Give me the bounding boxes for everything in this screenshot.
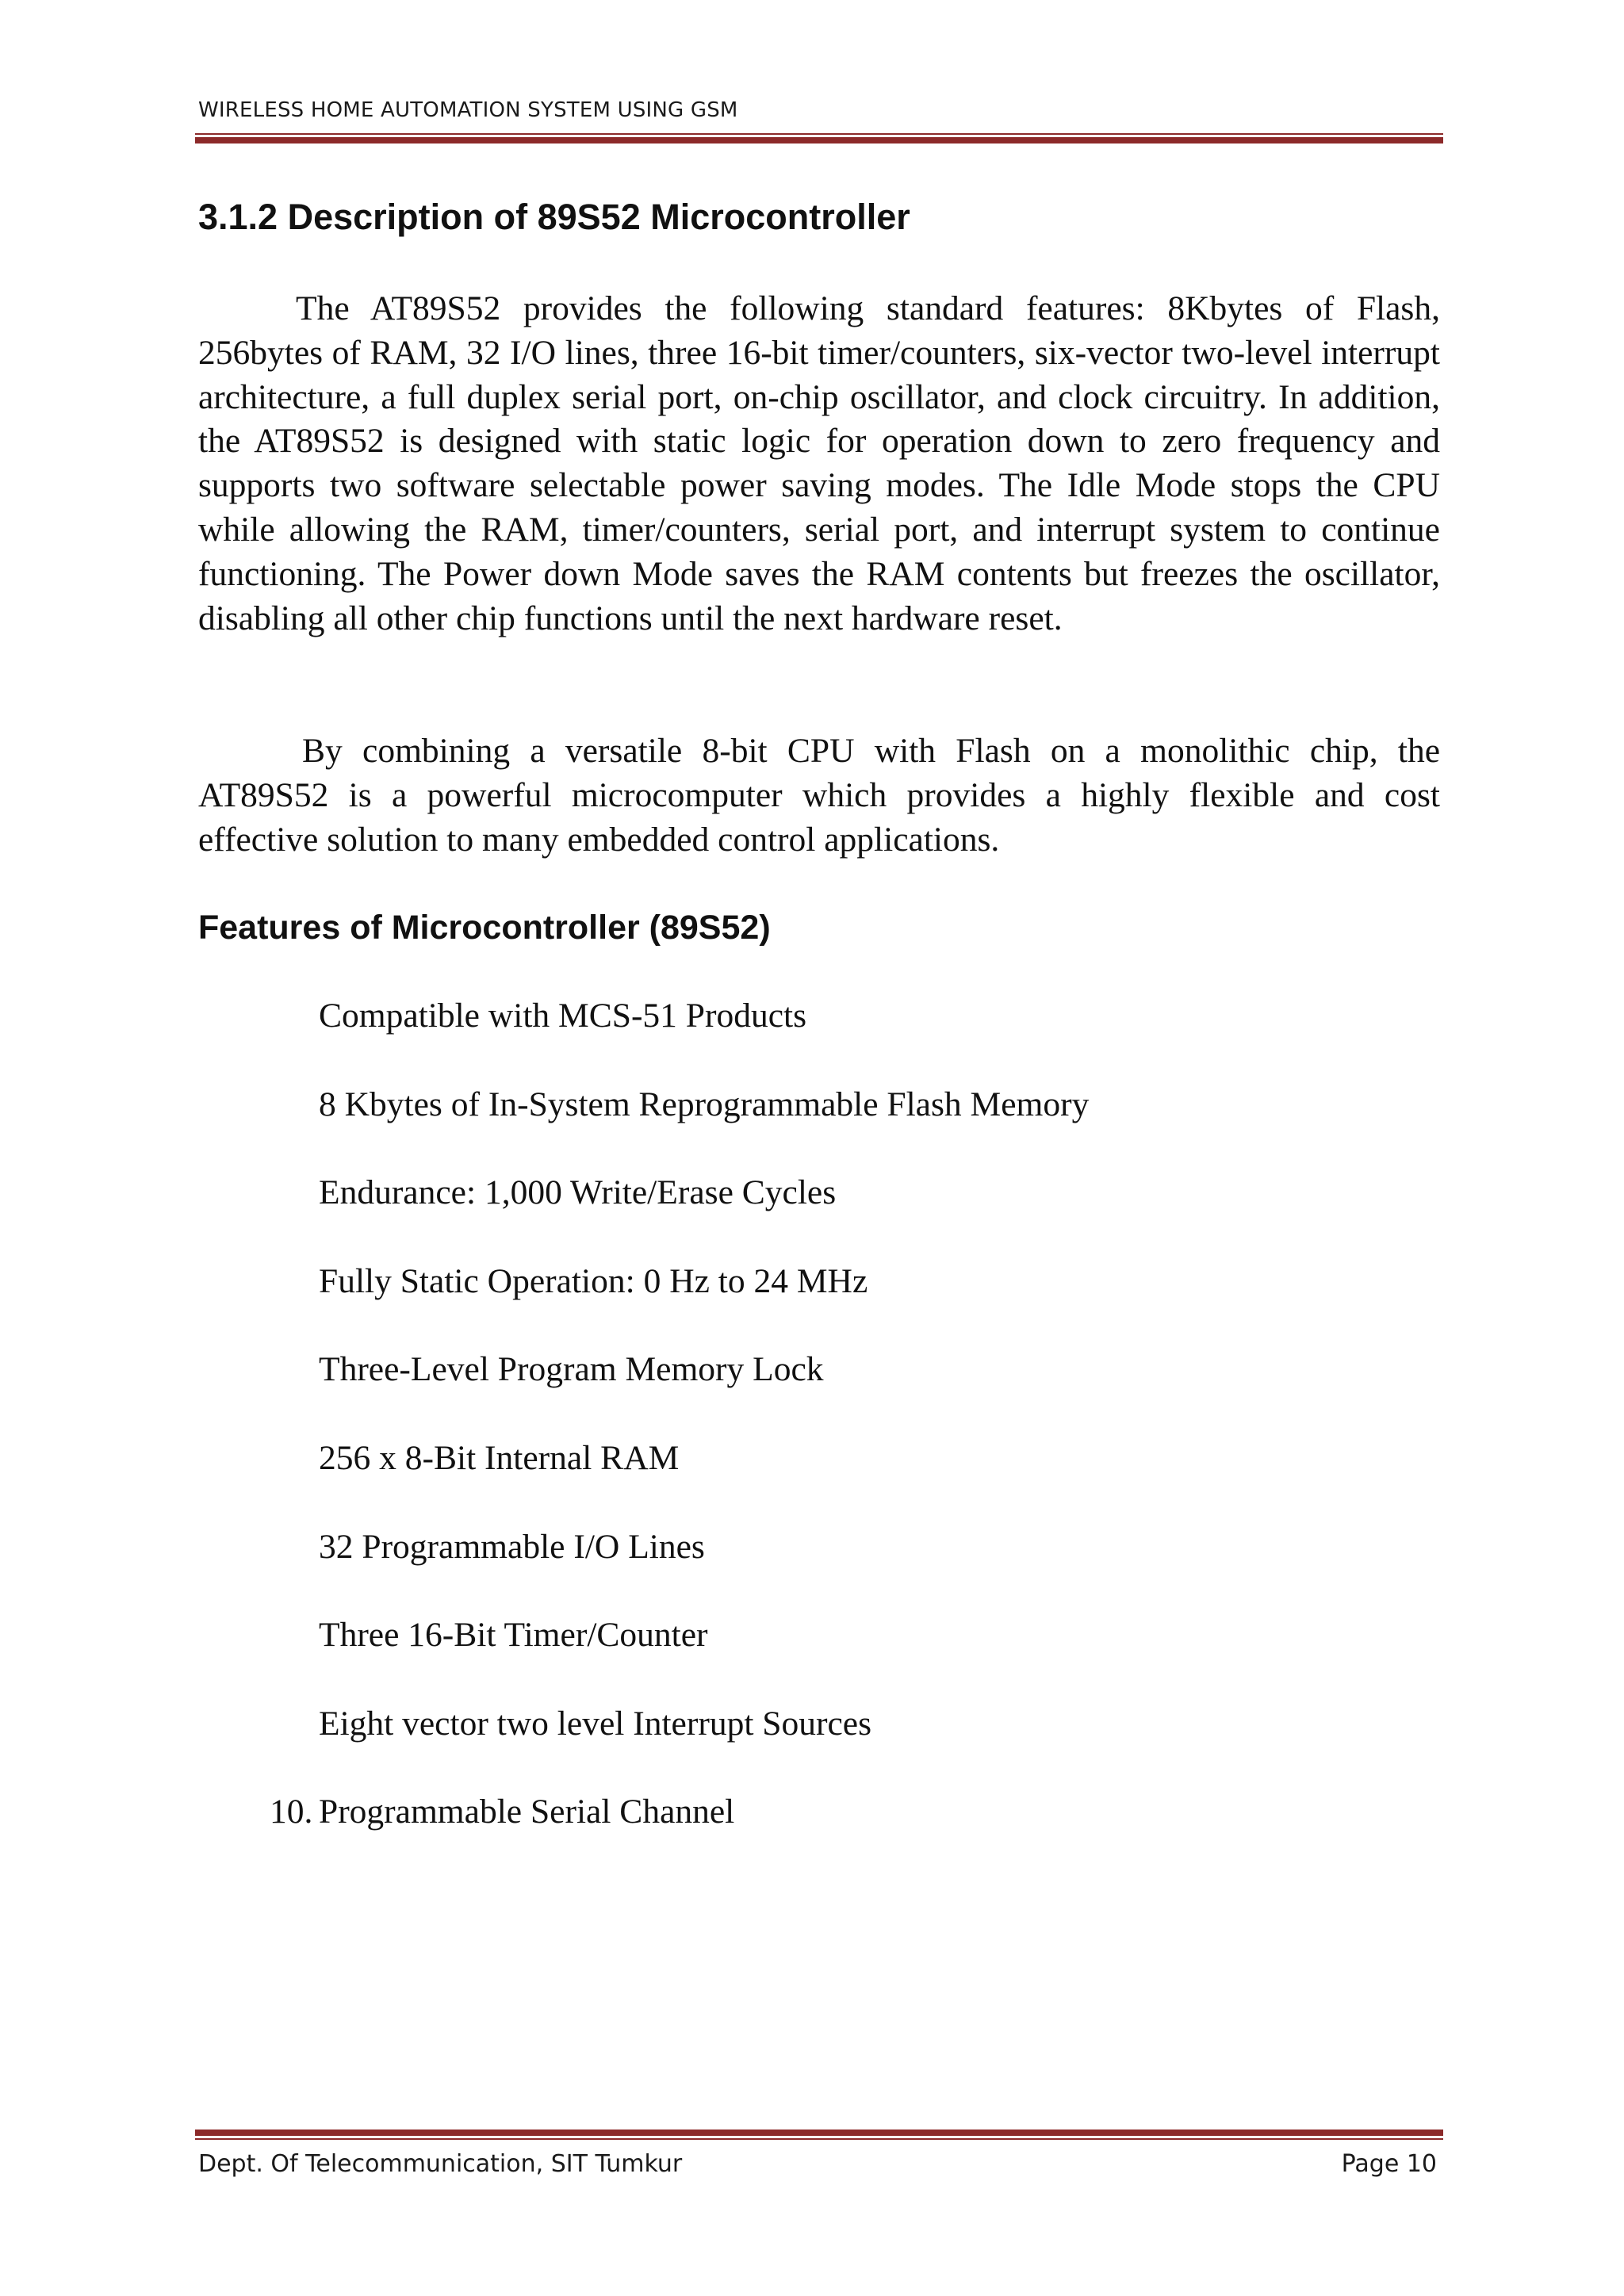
list-item-label: 8 Kbytes of In-System Reprogrammable Flash Memory (319, 1085, 1090, 1123)
description-paragraph-2: By combining a versatile 8-bit CPU with Flash on a monolithic chip, the AT89S52 is a powerful microcomputer which provides a highly flexible and cost effective solution to many embedded control applications. (198, 732, 1440, 859)
list-item-label: Three 16-Bit Timer/Counter (319, 1616, 708, 1655)
section-heading: 3.1.2 Description of 89S52 Microcontroller (198, 197, 910, 237)
running-header: WIRELESS HOME AUTOMATION SYSTEM USING GSM (198, 98, 738, 122)
footer-rule-thick-line (195, 2130, 1443, 2136)
header-rule (195, 133, 1443, 144)
list-item-number: 10. (270, 1793, 313, 1831)
list-item-label: 256 x 8-Bit Internal RAM (319, 1438, 680, 1477)
features-heading: Features of Microcontroller (89S52) (198, 909, 771, 947)
footer-rule (195, 2130, 1443, 2140)
header-rule-thick-line (195, 137, 1443, 144)
list-item-label: 32 Programmable I/O Lines (319, 1527, 705, 1566)
list-item-label: Eight vector two level Interrupt Sources (319, 1704, 871, 1743)
list-item-label: Fully Static Operation: 0 Hz to 24 MHz (319, 1261, 868, 1300)
list-item-label: Endurance: 1,000 Write/Erase Cycles (319, 1173, 837, 1212)
list-item-label: Three-Level Program Memory Lock (319, 1350, 824, 1389)
footer-page-number: Page 10 (1341, 2150, 1437, 2178)
description-paragraph-1: The AT89S52 provides the following standard features: 8Kbytes of Flash, 256bytes of RAM, 32 I/O lines, three 16-bit timer/counters, six-vector two-level interrupt architecture, a full duplex serial port, on-chip oscillator, and clock circuitry. In addition, the AT89S52 is designed with static logic for operation down to zero frequency and supports two software selectable power saving modes. The Idle Mode stops the CPU while allowing the RAM, timer/counters, serial port, and interrupt system to continue functioning. The Power down Mode saves the RAM contents but freezes the oscillator, disabling all other chip functions until the next hardware reset. (198, 289, 1440, 637)
list-item-label: Compatible with MCS-51 Products (319, 997, 807, 1035)
footer-rule-thin-line (195, 2138, 1443, 2140)
footer-department: Dept. Of Telecommunication, SIT Tumkur (198, 2150, 683, 2178)
list-item-label: Programmable Serial Channel (319, 1793, 735, 1831)
